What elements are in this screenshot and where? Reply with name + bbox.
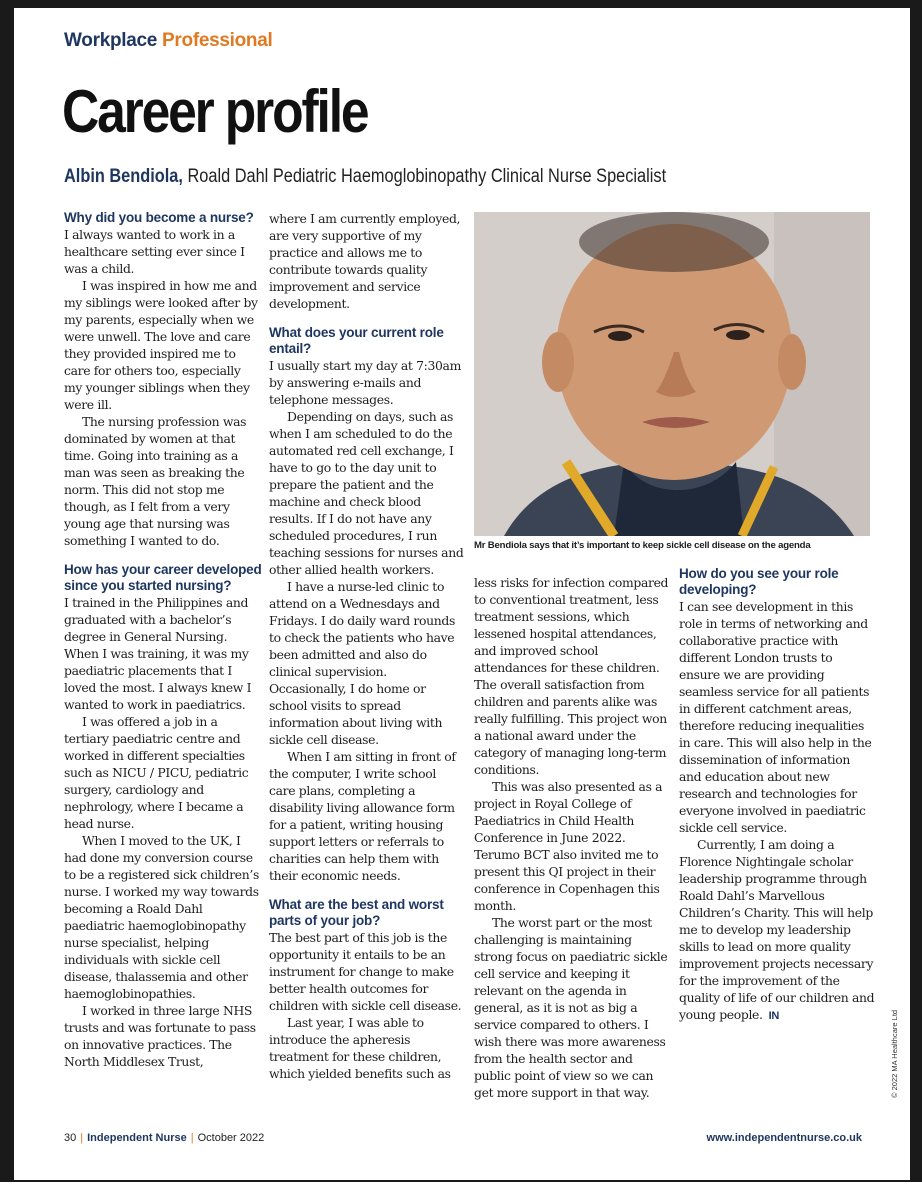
paragraph: This was also presented as a project in Royal College of Paediatrics in Child Health Conference in June 2022. Terumo BCT also invited me to present this QI project in their conference in Copenhagen this month. [474,779,663,913]
section-name: Workplace [64,30,158,51]
paragraph: The best part of this job is the opportunity it entails to be an instrument for change to make better health outcomes for children with sickle cell disease. [269,930,462,1013]
portrait-illustration [474,212,870,536]
paragraph: I can see development in this role in terms of networking and collaborative practice with different London trusts to ensure we are providing seamless service for all patients in different catchment areas, therefore reducing inequalities in care. This will also help in the dissemination of information and education about new research and technologies for everyone involved in paediatric sickle cell service. [679,599,872,835]
paragraph: I was inspired in how me and my siblings were looked after by my parents, especially when we were unwell. The love and care they provided inspired me to care for others too, especially my younger siblings when they were ill. [64,278,258,412]
paragraph: Depending on days, such as when I am scheduled to do the automated red cell exchange, I have to go to the day unit to prepare the patient and the machine and check blood results. If I do not have any scheduled procedures, I run teaching sessions for nurses and other allied health workers. [269,409,464,577]
paragraph: I have a nurse-led clinic to attend on a Wednesdays and Fridays. I do daily ward rounds to check the patients who have been admitted and also do clinical supervision. Occasionally, I do home or school visits to spread information about living with sickle cell disease. [269,579,455,747]
footer-separator: | [190,1132,194,1144]
footer-url[interactable]: www.independentnurse.co.uk [706,1132,862,1144]
portrait-photo [474,212,870,536]
column-4 [679,566,875,1025]
author-role: Roald Dahl Pediatric Haemoglobinopathy Clinical Nurse Specialist [187,166,667,187]
paragraph: I usually start my day at 7:30am by answering e-mails and telephone messages. [269,358,461,407]
end-mark: IN [768,1010,779,1022]
paragraph: I was offered a job in a tertiary paediatric centre and worked in different specialties such as NICU / PICU, pediatric surgery, cardiology and nephrology, where I became a head nurse. [64,714,249,831]
paragraph-text: Currently, I am doing a Florence Nightingale scholar leadership programme through Roald Dahl’s Marvellous Children’s Charity. This will help me to develop my leadership skills to lead on more quality improvement projects necessary for the improvement of the quality of life of our children and young people. [679,837,875,1022]
paragraph: When I am sitting in front of the computer, I write school care plans, completing a disability living allowance form for a patient, writing housing support letters or referrals to charities can help them with their economic needs. [269,749,456,883]
next-page-edge [0,1182,922,1200]
footer-separator: | [80,1132,84,1144]
byline [64,166,666,188]
paragraph: I always wanted to work in a healthcare setting ever since I was a child. [64,227,245,276]
subsection-name: Professional [162,30,273,51]
paragraph: When I moved to the UK, I had done my conversion course to be a registered sick children’s nurse. I worked my way towards becoming a Roald Dahl paediatric haemoglobinopathy nurse specialist, helping individuals with sickle cell disease, thalassemia and other haemoglobinopathies. [64,833,259,1001]
page-title: Career profile [62,78,368,145]
page-number: 30 [64,1132,77,1144]
question-heading: What does your current role entail? [269,325,444,356]
column-2 [269,210,465,1082]
magazine-page [14,8,910,1180]
paragraph: The worst part or the most challenging is maintaining strong focus on paediatric sickle cell service and keeping it relevant on the agenda in general, as it is not as big a service compared to others. I wish there was more awareness from the health sector and public point of view so we can get more support in that way. [474,915,668,1100]
author-name: Albin Bendiola, [64,166,183,187]
paragraph: where I am currently employed, are very supportive of my practice and allows me to contribute towards quality improvement and service development. [269,211,461,311]
paragraph: The nursing profession was dominated by women at that time. Going into training as a man was seen as breaking the norm. This did not stop me though, as I felt from a very young age that nursing was something I wanted to do. [64,414,247,548]
question-heading: What are the best and worst parts of your job? [269,897,444,928]
question-heading: How do you see your role developing? [679,566,839,597]
footer-left [64,1132,264,1144]
column-1 [64,210,262,1070]
section-label [64,30,272,52]
column-3 [474,574,672,1101]
paragraph: Last year, I was able to introduce the apheresis treatment for these children, which yielded benefits such as [269,1015,451,1081]
paragraph: less risks for infection compared to conventional treatment, less treatment sessions, which lessened hospital attendances, and improved school attendances for these children. The overall satisfaction from children and parents alike was really fulfilling. This project won a national award under the category of managing long-term conditions. [474,575,669,777]
issue-date: October 2022 [197,1132,265,1144]
copyright-notice: © 2022 MA Healthcare Ltd [890,1009,899,1098]
photo-caption: Mr Bendiola says that it’s important to keep sickle cell disease on the agenda [474,540,811,551]
magazine-name: Independent Nurse [87,1132,187,1144]
paragraph [679,836,875,1025]
paragraph: I worked in three large NHS trusts and was fortunate to pass on innovative practices. The North Middlesex Trust, [64,1003,256,1069]
paragraph: I trained in the Philippines and graduated with a bachelor’s degree in General Nursing. When I was training, it was my paediatric placements that I loved the most. I always knew I wanted to work in paediatrics. [64,595,252,712]
question-heading: How has your career developed since you started nursing? [64,562,262,593]
question-heading: Why did you become a nurse? [64,210,254,225]
